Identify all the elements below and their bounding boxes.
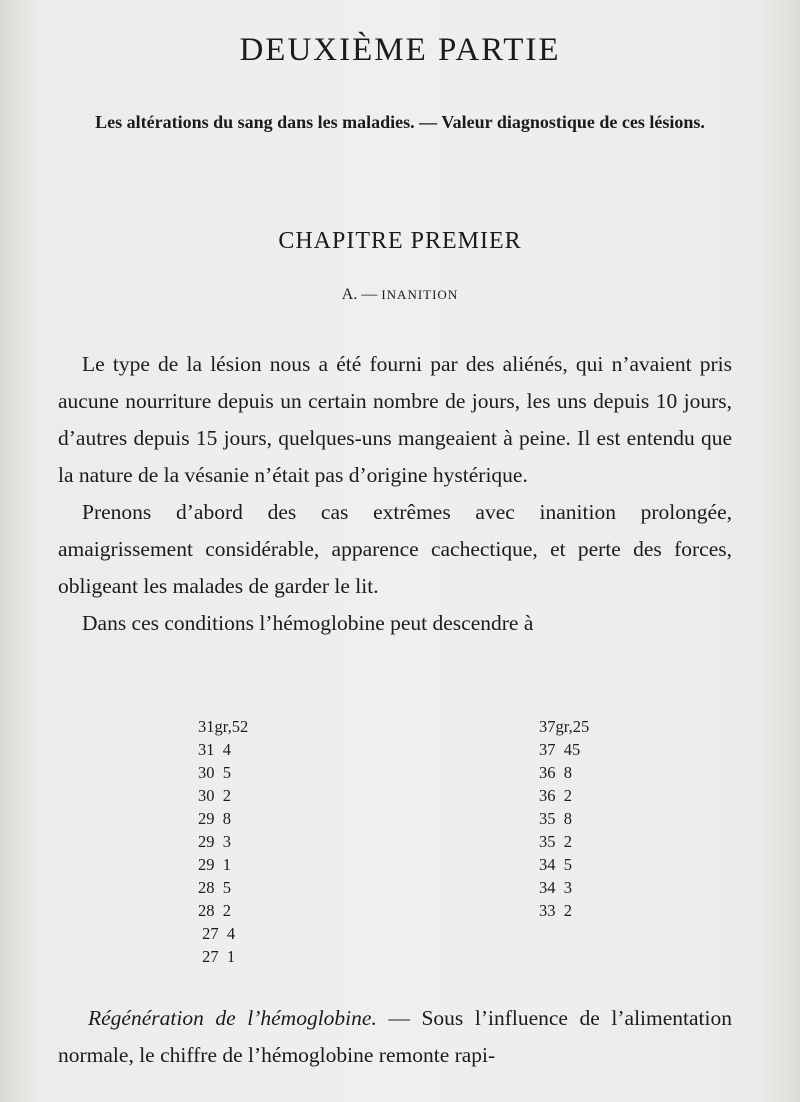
value-row: 28 5 xyxy=(198,878,231,897)
paragraph-3: Dans ces conditions l’hémoglobine peut descendre à xyxy=(82,611,534,635)
value-row: 29 1 xyxy=(198,855,231,874)
footer-paragraph xyxy=(58,1000,732,1074)
value-row: 35 8 xyxy=(539,809,572,828)
paragraph-1: Le type de la lésion nous a été fourni par des aliénés, qui n’avaient pris aucune nourriture depuis un certain nombre de jours, les uns depuis 10 jours, d’autres depuis 15 jours, quelques-uns mangeaient à peine. Il est entendu que la nature de la vésanie n’était pas d’origine hystérique. xyxy=(58,352,732,487)
value-row: 30 5 xyxy=(198,763,231,782)
hemoglobin-values-left xyxy=(198,715,248,968)
paragraph-2: Prenons d’abord des cas extrêmes avec inanition prolongée, amaigrissement considérable, apparence cachectique, et perte des forces, obligeant les malades de garder le lit. xyxy=(58,500,732,598)
value-row: 27 1 xyxy=(198,947,236,966)
value-row: 27 4 xyxy=(198,924,236,943)
value-row: 36 8 xyxy=(539,763,572,782)
value-row: 34 5 xyxy=(539,855,572,874)
subtitle: Les altérations du sang dans les maladies. — Valeur diagnostique de ces lésions. xyxy=(95,112,705,132)
value-row: 36 2 xyxy=(539,786,572,805)
value-row: 37 45 xyxy=(539,740,581,759)
value-row: 31gr,52 xyxy=(198,717,249,736)
section-heading xyxy=(0,286,800,304)
value-row: 35 2 xyxy=(539,832,572,851)
value-row: 34 3 xyxy=(539,878,572,897)
value-row: 29 8 xyxy=(198,809,231,828)
body-text xyxy=(58,346,732,642)
hemoglobin-values-right xyxy=(539,715,589,922)
part-title: DEUXIÈME PARTIE xyxy=(239,32,561,68)
value-row: 30 2 xyxy=(198,786,231,805)
value-row: 33 2 xyxy=(539,901,572,920)
footer-italic-heading: Régénération de l’hémoglobine. xyxy=(88,1006,377,1030)
value-row: 29 3 xyxy=(198,832,231,851)
footer-text: — Sous l’influence de l’alimentation normale, le chiffre de l’hémoglobine remonte rapi- xyxy=(58,1006,732,1067)
value-row: 37gr,25 xyxy=(539,717,590,736)
section-letter: A. — xyxy=(341,286,378,303)
chapter-title: CHAPITRE PREMIER xyxy=(278,228,522,254)
value-row: 28 2 xyxy=(198,901,231,920)
section-name: INANITION xyxy=(381,287,459,302)
value-row: 31 4 xyxy=(198,740,231,759)
